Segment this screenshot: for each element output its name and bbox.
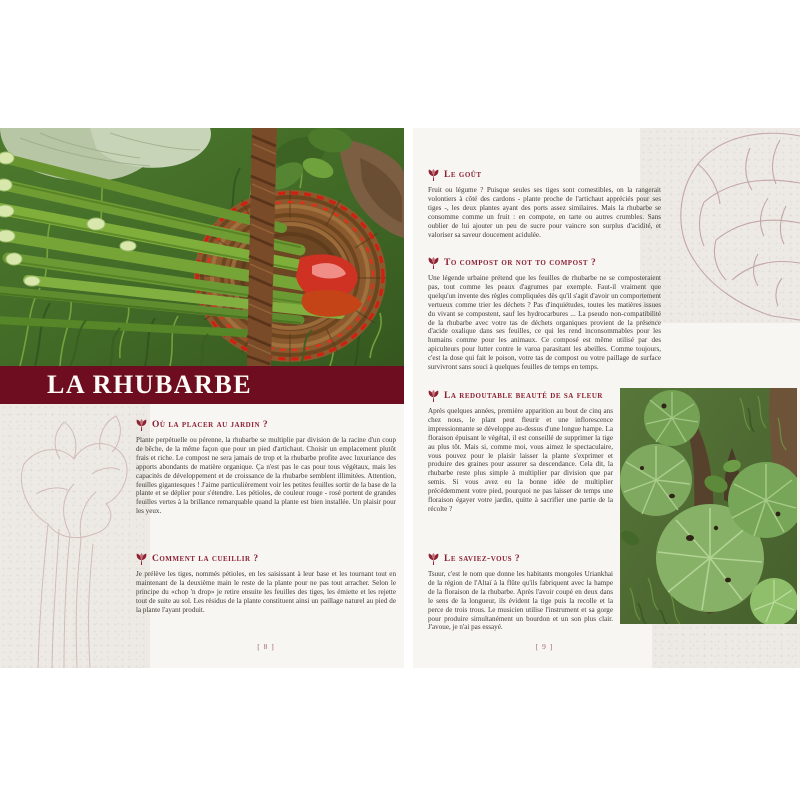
rhubarb-sprig-icon [428, 169, 439, 181]
photo-rhubarb-plants [620, 388, 797, 624]
section-body: Plante perpétuelle ou pérenne, la rhubarbe se multiplie par division de la racine d'un coup de bêche, de la même façon que pour un pied d'artichaut. Choisir un emplacement plutôt frais et riche. Le compost ne sera jamais de trop et la rhubarbe profite avec luxuriance des apports abondants de matière organique. Ça n'est pas le cas pour tous végétaux, mais les capacités de développement et de croissance de la rhubarbe semblent illimitées. Attention, feuilles gigantesques ! J'aime particulièrement voir les petites feuilles sortir de la base de la plante et se déplier pour s'étendre. Les pétioles, de couleur rouge - rosé portent de grandes feuilles vertes à la brillance remarquable quand la plante est bien installée. Un plaisir pour les yeux. [136, 436, 396, 516]
section-le-gout [428, 170, 661, 239]
top-right-texture [640, 128, 800, 323]
rhubarb-sprig-icon [136, 553, 147, 565]
section-heading [428, 170, 661, 181]
section-le-saviez-vous [428, 554, 613, 632]
sketch-leaf-outline [640, 128, 800, 323]
left-margin-texture [0, 404, 150, 668]
page-title: LA RHUBARBE [47, 370, 253, 399]
rhubarb-sprig-icon [428, 390, 439, 402]
section-heading-label: Le saviez-vous ? [444, 554, 521, 564]
chapter-title-banner [0, 366, 404, 404]
rhubarb-sprig-icon [136, 419, 147, 431]
rhubarb-sprig-icon [428, 553, 439, 565]
section-heading [136, 420, 396, 431]
section-heading [428, 258, 661, 269]
section-heading [136, 554, 396, 565]
section-heading-label: Le goût [444, 170, 482, 180]
sketch-rhubarb-outline [0, 404, 150, 668]
section-body: Tsuur, c'est le nom que donne les habitants mongoles Uriankhai de la région de l'Altaï à la flûte qu'ils fabriquent avec la hampe de la floraison de la rhubarbe. Après l'avoir coupé en deux dans le sens de la longueur, ils évident la tige puis la recolle et la perce de trois trous. Le musicien utilise l'instrument et sa gorge pour produire simultanément un bourdon et un son plus clair. J'avoue, je n'ai pas essayé. [428, 570, 613, 632]
section-heading-label: La redoutable beauté de sa fleur [444, 391, 603, 401]
left-page [0, 128, 404, 668]
section-body: Fruit ou légume ? Puisque seules ses tiges sont comestibles, on la rangerait volontiers à côté des cardons - plante proche de l'artichaut appréciés pour ses tiges -, les deux plantes ayant des ports assez similaires. Mais la rhubarbe se consomme comme un fruit : en compote, en tarte ou autres crumbles. Sans oublier de lui ajouter un peu de sucre pour vaincre son surplus d'acidité, et valoriser sa saveur doucement acidulée. [428, 186, 661, 239]
photo-rhubarb-basket [0, 128, 404, 366]
section-to-compost [428, 258, 661, 372]
right-page [413, 128, 800, 668]
section-heading [428, 554, 613, 565]
section-beaute-fleur [428, 391, 613, 514]
section-ou-la-placer [136, 420, 396, 516]
section-heading-label: To compost or not to compost ? [444, 258, 597, 268]
section-body: Après quelques années, première apparition au bout de cinq ans chez nous, le plant peut fleurir et une inflorescence impressionnante se développe au-dessus d'une longue hampe. La floraison épuisant le végétal, il est conseillé de supprimer la tige au plus tôt. Mais si, comme moi, vous aimez le spectaculaire, vous pouvez pour le plaisir laisser la plante s'exprimer et produire des graines pour assurer sa descendance. Cela dit, la rhubarbe reste plus simple à multiplier par division que par semis. Si vous avez eu la bonne idée de multiplier précédemment votre pied, pourquoi ne pas laisser de temps une floraison égayer votre jardin, quitte à sacrifier une partie de la récolte ? [428, 407, 613, 513]
section-body: Je prélève les tiges, nommés pétioles, en les saisissant à leur base et les tournant tout en maintenant de la deuxième main le reste de la plante pour ne pas tout arracher. Selon le principe du «chop 'n drop» je retire ensuite les feuilles des tiges, les émiette et les rejette tout de suite au sol. Les résidus de la plante constituent ainsi un paillage naturel au pied de la plante l'ayant produit. [136, 570, 396, 614]
page-number-right: [ 9 ] [535, 642, 554, 651]
section-heading [428, 391, 613, 402]
section-heading-label: Comment la cueillir ? [152, 554, 259, 564]
bottom-right-texture [652, 624, 800, 668]
section-comment-la-cueillir [136, 554, 396, 615]
section-heading-label: Où la placer au jardin ? [152, 420, 269, 430]
rhubarb-sprig-icon [428, 257, 439, 269]
section-body: Une légende urbaine prétend que les feuilles de rhubarbe ne se composteraient pas, tout comme les peaux d'agrumes par exemple. Faut-il vraiment que quelqu'un invente des règles compliquées dès qu'il s'agit d'avoir un comportement vertueux comme trier les déchets ? Pas d'inquiétudes, toutes les matières issues du vivant se compostent, sauf les hydrocarbures ... La pseudo non-compatibilité de la rhubarbe avec votre tas de déchets organiques provient de la présence d'acide oxalique dans ses feuilles, ce qui les rend inconsommables pour les humains comme pour les animaux. Ce composé est même utilisé par des apiculteurs pour lutter contre le varoa parasitant les abeilles. Comme toujours, c'est la dose qui fait le poison, votre tas de compost ou votre paillage de surface survivront sans souci à quelques feuilles de temps en temps. [428, 274, 661, 372]
page-number-left: [ 8 ] [257, 642, 275, 651]
